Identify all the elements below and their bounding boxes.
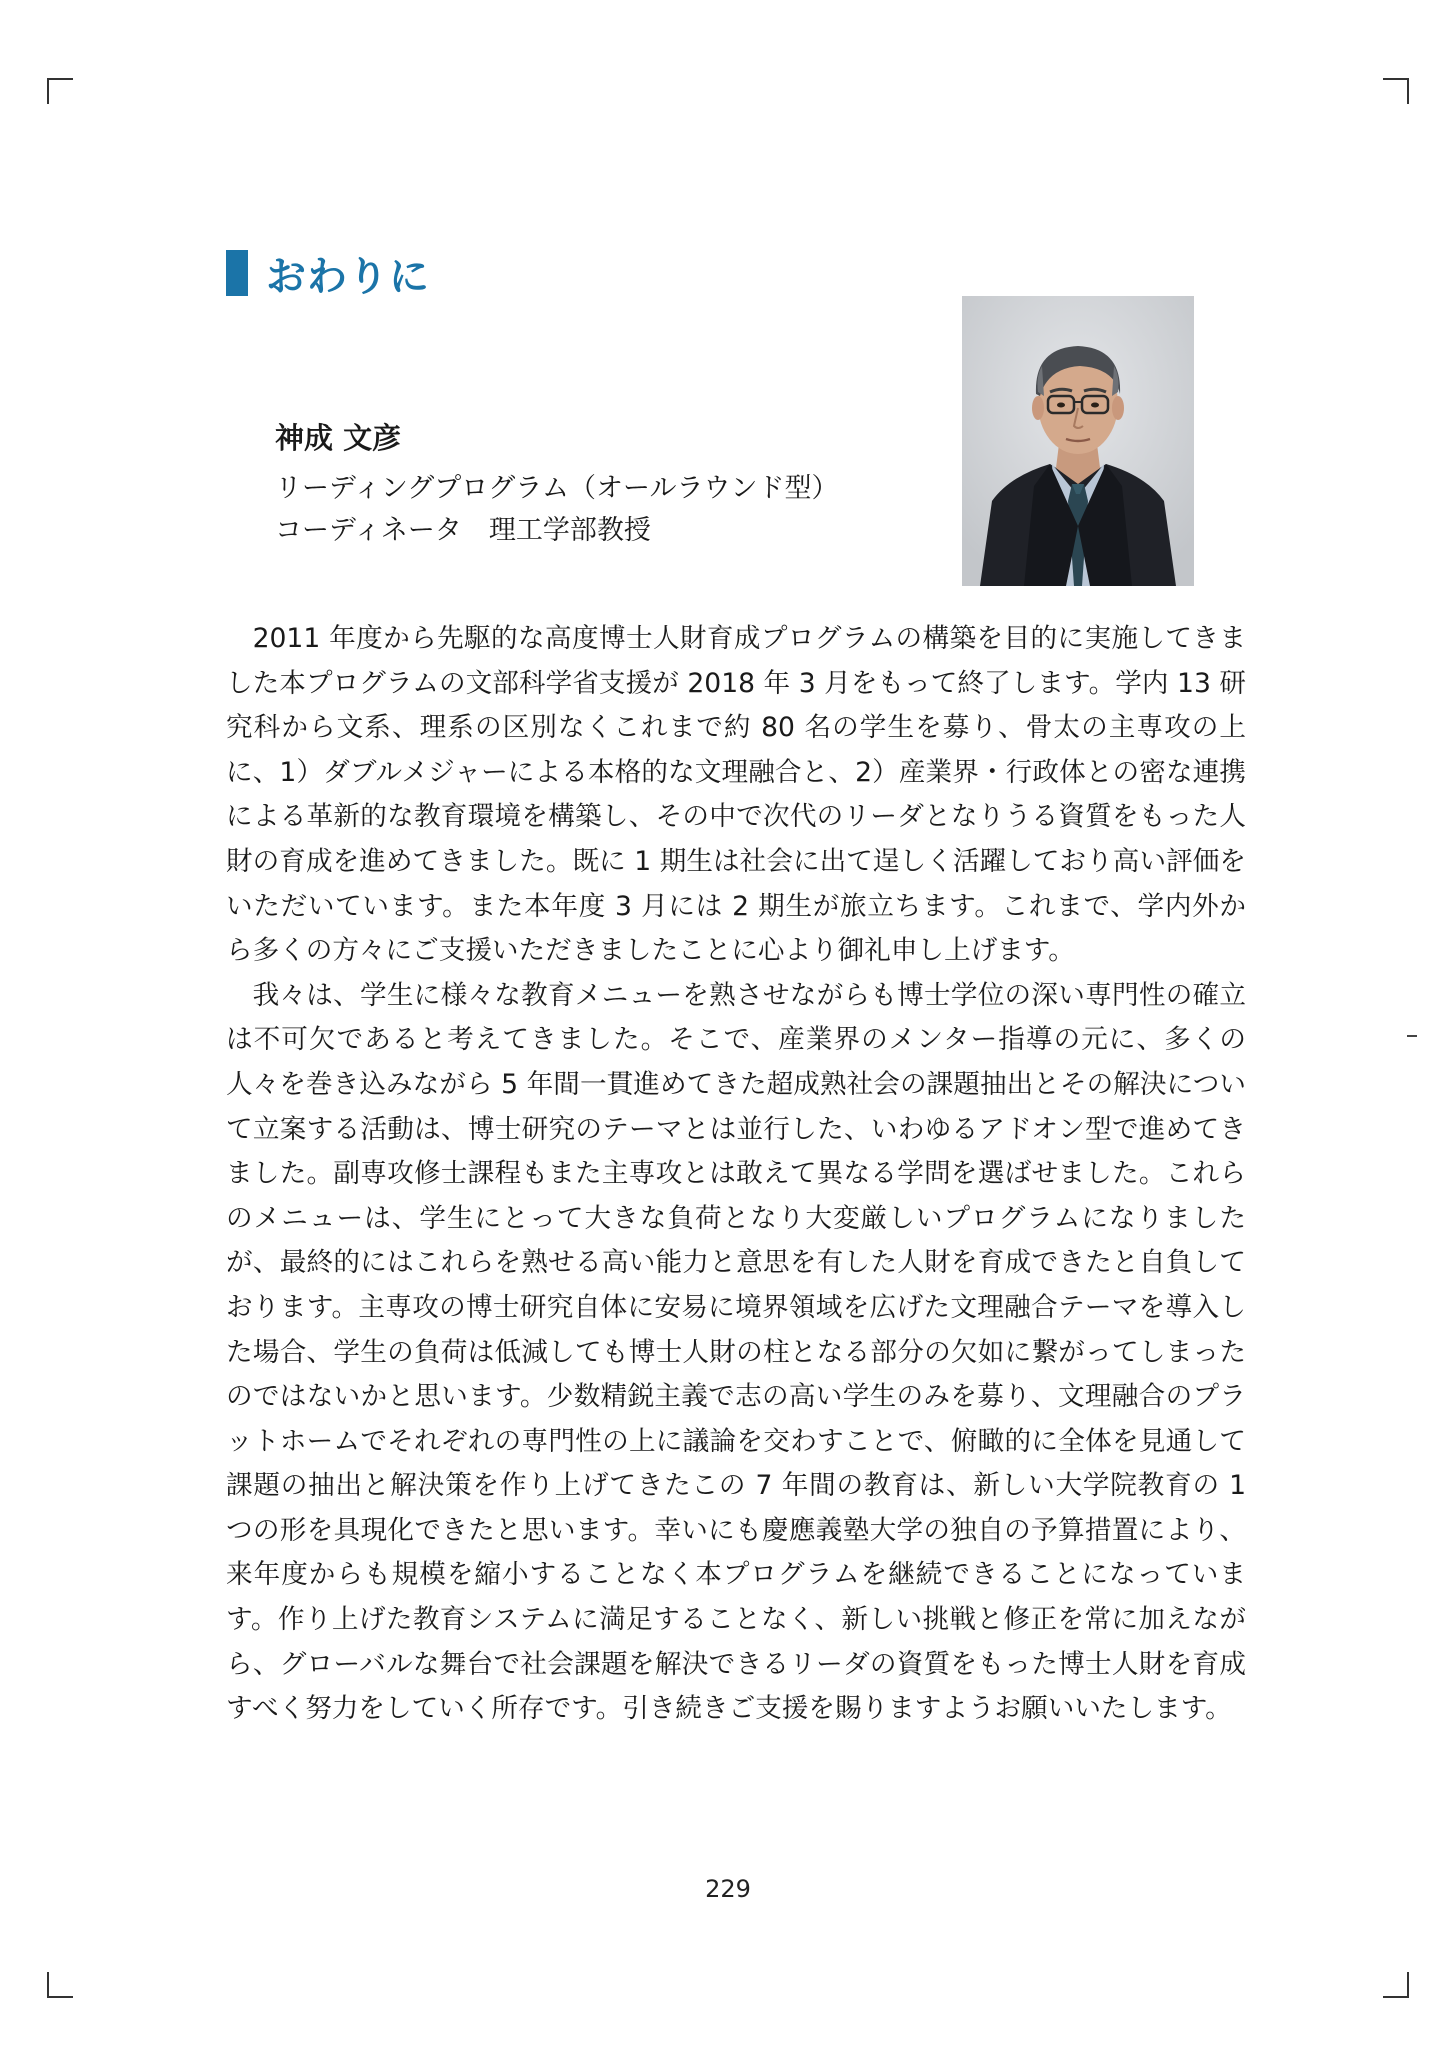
paragraph: 2011 年度から先駆的な高度博士人財育成プログラムの構築を目的に実施してきました本プログラムの文部科学省支援が 2018 年 3 月をもって終了します。学内 13 研究科から文系、理系の区別なくこれまで約 80 名の学生を募り、骨太の主専攻の上に、1）ダブルメジャーによる本格的な文理融合と、2）産業界・行政体との密な連携による革新的な教育環境を構築し、その中で次代のリーダとなりうる資質をもった人財の育成を進めてきました。既に 1 期生は社会に出て逞しく活躍しており高い評価をいただいています。また本年度 3 月には 2 期生が旅立ちます。これまで、学内外から多くの方々にご支援いただきましたことに心より御礼申し上げます。 xyxy=(226,623,1246,967)
crop-mark-bottom-left xyxy=(47,1972,73,1998)
crop-mark-top-left xyxy=(47,78,73,104)
page-number: 229 xyxy=(705,1875,751,1903)
registration-mark xyxy=(1407,1035,1417,1037)
portrait-icon xyxy=(962,296,1194,586)
body-text xyxy=(226,617,1246,1732)
section-heading xyxy=(226,250,430,300)
author-name: 神成 文彦 xyxy=(275,421,402,455)
heading-accent-bar xyxy=(226,250,248,296)
author-block xyxy=(275,418,839,552)
author-role-line-2: コーディネータ 理工学部教授 xyxy=(275,515,651,546)
paragraph: 我々は、学生に様々な教育メニューを熟させながらも博士学位の深い専門性の確立は不可欠であると考えてきました。そこで、産業界のメンター指導の元に、多くの人々を巻き込みながら 5 年間一貫進めてきた超成熟社会の課題抽出とその解決について立案する活動は、博士研究のテーマとは並行した、いわゆるアドオン型で進めてきました。副専攻修士課程もまた主専攻とは敢えて異なる学問を選ばせました。これらのメニューは、学生にとって大きな負荷となり大変厳しいプログラムになりましたが、最終的にはこれらを熟せる高い能力と意思を有した人財を育成できたと自負しております。主専攻の博士研究自体に安易に境界領域を広げた文理融合テーマを導入した場合、学生の負荷は低減しても博士人財の柱となる部分の欠如に繋がってしまったのではないかと思います。少数精鋭主義で志の高い学生のみを募り、文理融合のプラットホームでそれぞれの専門性の上に議論を交わすことで、俯瞰的に全体を見通して課題の抽出と解決策を作り上げてきたこの 7 年間の教育は、新しい大学院教育の 1 つの形を具現化できたと思います。幸いにも慶應義塾大学の独自の予算措置により、来年度からも規模を縮小することなく本プログラムを継続できることになっています。作り上げた教育システムに満足することなく、新しい挑戦と修正を常に加えながら、グローバルな舞台で社会課題を解決できるリーダの資質をもった博士人財を育成すべく努力をしていく所存です。引き続きご支援を賜りますようお願いいたします。 xyxy=(226,979,1246,1725)
crop-mark-bottom-right xyxy=(1383,1972,1409,1998)
crop-mark-top-right xyxy=(1383,78,1409,104)
author-portrait xyxy=(962,296,1194,586)
author-role-line-1: リーディングプログラム（オールラウンド型） xyxy=(275,473,839,504)
section-title: おわりに xyxy=(266,253,430,300)
